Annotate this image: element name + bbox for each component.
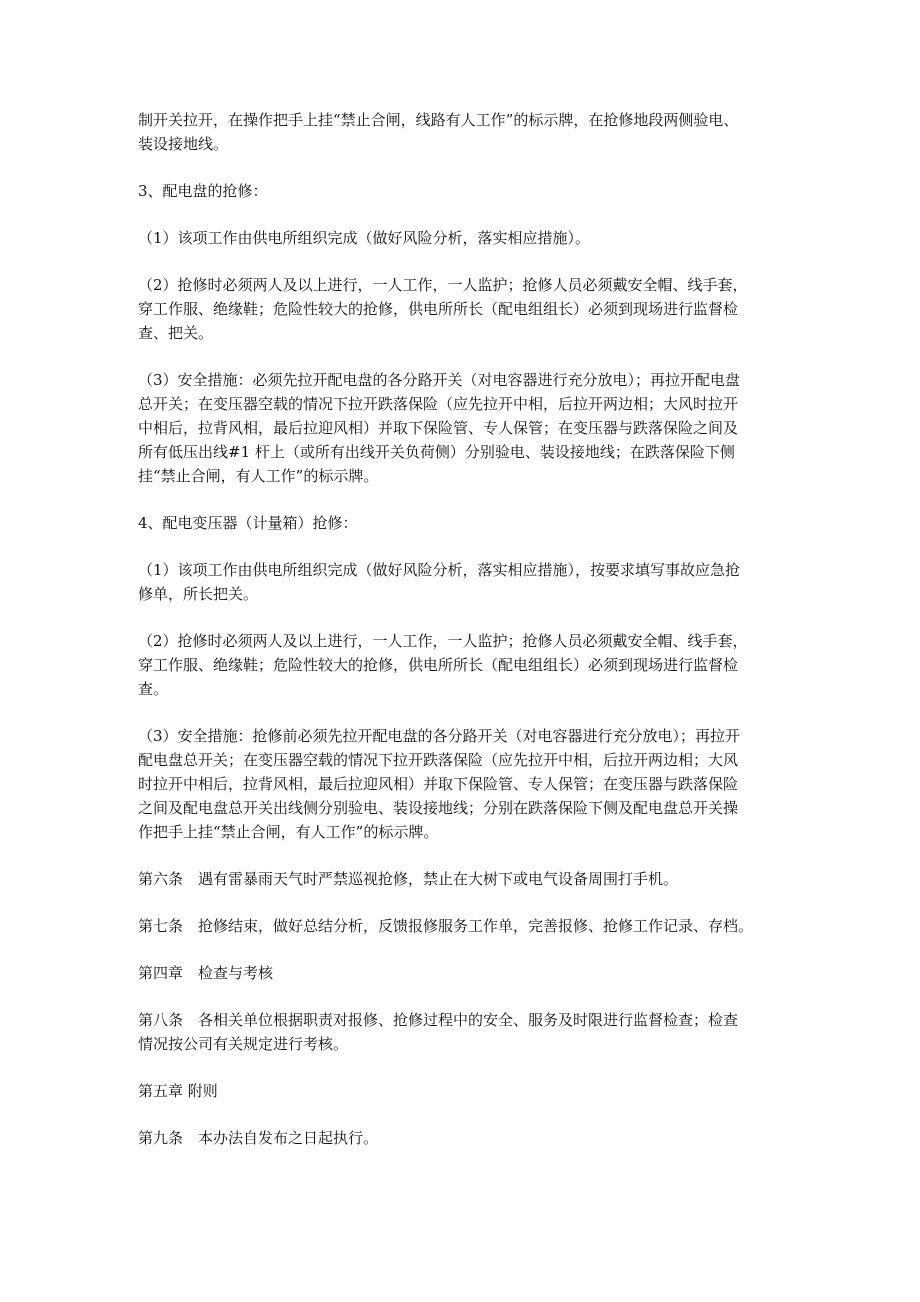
text-line: 总开关；在变压器空载的情况下拉开跌落保险（应先拉开中相，后拉开两边相；大风时拉开 bbox=[138, 395, 739, 413]
text-line: （2）抢修时必须两人及以上进行，一人工作，一人监护；抢修人员必须戴安全帽、线手套， bbox=[138, 276, 748, 294]
text-line: 中相后，拉背风相，最后拉迎风相）并取下保险管、专人保管；在变压器与跌落保险之间及 bbox=[138, 419, 739, 437]
article-7 bbox=[138, 914, 786, 938]
text-line: 第九条 本办法自发布之日起执行。 bbox=[138, 1129, 379, 1147]
text-line: 第八条 各相关单位根据职责对报修、抢修过程中的安全、服务及时限进行监督检查；检查 bbox=[138, 1011, 739, 1029]
text-line: 第五章 附则 bbox=[138, 1082, 218, 1100]
text-line: （3）安全措施：抢修前必须先拉开配电盘的各分路开关（对电容器进行充分放电）；再拉开 bbox=[138, 727, 741, 745]
text-line: 作把手上挂“禁止合闸，有人工作”的标示牌。 bbox=[138, 823, 439, 841]
article-8 bbox=[138, 1008, 786, 1056]
text-line: 3、配电盘的抢修： bbox=[138, 182, 268, 200]
text-line: （2）抢修时必须两人及以上进行，一人工作，一人监护；抢修人员必须戴安全帽、线手套， bbox=[138, 632, 748, 650]
text-line: 修单，所长把关。 bbox=[138, 585, 259, 603]
article-6 bbox=[138, 867, 786, 891]
chapter-5-heading bbox=[138, 1079, 786, 1103]
text-line: 查、把关。 bbox=[138, 324, 214, 342]
text-line: 穿工作服、绝缘鞋；危险性较大的抢修，供电所所长（配电组组长）必须到现场进行监督检 bbox=[138, 300, 739, 318]
paragraph-board-item-2 bbox=[138, 273, 786, 345]
text-line: 挂“禁止合闸，有人工作”的标示牌。 bbox=[138, 467, 379, 485]
paragraph-board-item-3 bbox=[138, 368, 786, 488]
paragraph-transformer-item-2 bbox=[138, 629, 786, 701]
text-line: 第四章 检查与考核 bbox=[138, 964, 274, 982]
text-line: 装设接地线。 bbox=[138, 135, 229, 153]
document-page bbox=[138, 108, 786, 1173]
text-line: （3）安全措施：必须先拉开配电盘的各分路开关（对电容器进行充分放电）；再拉开配电盘 bbox=[138, 371, 741, 389]
text-line: 4、配电变压器（计量箱）抢修： bbox=[138, 514, 358, 532]
text-line: 查。 bbox=[138, 680, 169, 698]
paragraph-board-item-1 bbox=[138, 226, 786, 250]
text-line: 第七条 抢修结束，做好总结分析，反馈报修服务工作单，完善报修、抢修工作记录、存档。 bbox=[138, 917, 754, 935]
text-line: 第六条 遇有雷暴雨天气时严禁巡视抢修，禁止在大树下或电气设备周围打手机。 bbox=[138, 870, 679, 888]
text-line: 配电盘总开关；在变压器空载的情况下拉开跌落保险（应先拉开中相，后拉开两边相；大风 bbox=[138, 751, 739, 769]
paragraph-transformer-item-1 bbox=[138, 558, 786, 606]
chapter-4-heading bbox=[138, 961, 786, 985]
text-line: 时拉开中相后，拉背风相，最后拉迎风相）并取下保险管、专人保管；在变压器与跌落保险 bbox=[138, 775, 739, 793]
paragraph-ground-wire bbox=[138, 108, 786, 156]
section-heading-distribution-board bbox=[138, 179, 786, 203]
paragraph-transformer-item-3 bbox=[138, 724, 786, 844]
text-line: 之间及配电盘总开关出线侧分别验电、装设接地线；分别在跌落保险下侧及配电盘总开关操 bbox=[138, 799, 739, 817]
section-heading-transformer bbox=[138, 511, 786, 535]
text-line: 所有低压出线#1 杆上（或所有出线开关负荷侧）分别验电、装设接地线；在跌落保险下侧 bbox=[138, 443, 735, 461]
text-line: 穿工作服、绝缘鞋；危险性较大的抢修，供电所所长（配电组组长）必须到现场进行监督检 bbox=[138, 656, 739, 674]
article-9 bbox=[138, 1126, 786, 1150]
text-line: （1）该项工作由供电所组织完成（做好风险分析，落实相应措施），按要求填写事故应急抢 bbox=[138, 561, 741, 579]
text-line: 制开关拉开，在操作把手上挂“禁止合闸，线路有人工作”的标示牌，在抢修地段两侧验电、 bbox=[138, 111, 739, 129]
text-line: （1）该项工作由供电所组织完成（做好风险分析，落实相应措施）。 bbox=[138, 229, 591, 247]
text-line: 情况按公司有关规定进行考核。 bbox=[138, 1035, 349, 1053]
